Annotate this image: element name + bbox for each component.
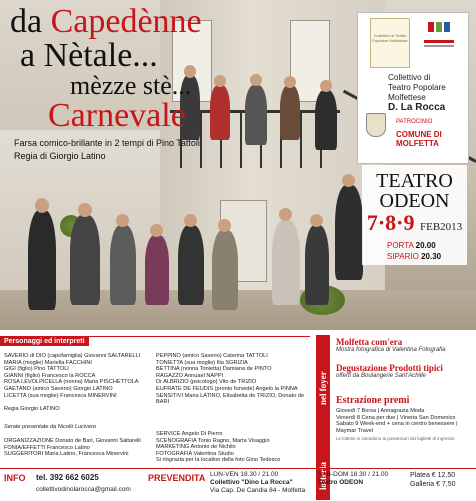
cast-header: Personaggi ed interpreti bbox=[0, 336, 310, 347]
mostra-section: Molfetta com'era Mostra fotografica di Valentina Fotografia bbox=[336, 337, 446, 353]
actor-figure bbox=[110, 225, 136, 305]
organizer-box bbox=[357, 12, 469, 164]
actor-figure bbox=[212, 230, 238, 310]
show-times: PORTA 20.00 SIPARIO 20.30 bbox=[387, 241, 442, 261]
sabdom-info: SAB-DOM 18.30 / 21.00 Teatro ODEON bbox=[318, 471, 389, 486]
actor-head bbox=[35, 198, 49, 213]
show-title bbox=[10, 5, 202, 133]
actor-head bbox=[320, 80, 332, 92]
title-line-3: mèzze stè... bbox=[70, 71, 192, 100]
actor-head bbox=[342, 174, 355, 187]
organizer-name: Collettivo di Teatro Popolare Molfettese D. La Rocca bbox=[388, 73, 446, 113]
actor-figure bbox=[315, 90, 337, 150]
comune-label: COMUNE DI MOLFETTA bbox=[396, 130, 442, 148]
logo-text: Collettivo di Teatro Popolare Molfettese bbox=[372, 33, 408, 43]
actor-figure bbox=[70, 215, 100, 305]
cast-list-left: SAVERIO di DIO (capofamiglia) Giovanni SALTARELLI MARIA (moglie) Mariella FACCHINI GIGI (figlio) Pino TATTOLI GIANNI (figlio) Francesco la ROCCA ROSA LEVOLPICELLA (nonna) Maria PISCHETTOLA GAETANO (amico Saverio) Giorgio LATINO LICETTA (sua moglie) Francesca MINERVINI bbox=[4, 353, 141, 399]
degustazione-section: Degustazione Prodotti tipici offerti da Boulangerie Sant'Achille bbox=[336, 363, 443, 379]
actor-head bbox=[279, 208, 292, 221]
cast-list-right: PEPPINO (amico Saverio) Caterina TATTOLI TONIETTA (sua moglie) Ilia SGRIZIA BETTINA (nonna Tonietta) Damiana de PINTO RAGAZZO Annuael NAPPI Dr ALBRIZIO (psicologo) Vito de TRIZIO EUFRATE DE FEUDIS (pronto furvede) Angelo la PINNA SENSITIVI Maria LATINO, Elisabetta de TRIZIO, Donato de BARI bbox=[156, 353, 305, 406]
regia-subtitle: Regia di Giorgio Latino bbox=[14, 151, 106, 161]
actor-figure bbox=[28, 210, 56, 310]
info-label: INFO bbox=[4, 473, 26, 483]
farsa-subtitle: Farsa comico-brillante in 2 tempi di Pino Tattoli bbox=[14, 138, 200, 148]
prevendita-info: LUN-VEN 18.30 / 21.00 Collettivo "Dino La Rocca" Via Cap. De Candia 84 - Molfetta bbox=[210, 471, 306, 494]
venue-box bbox=[362, 165, 467, 265]
prevendita-label: PREVENDITA bbox=[148, 473, 206, 483]
actor-figure bbox=[245, 85, 267, 145]
actor-head bbox=[78, 203, 92, 217]
actor-figure bbox=[210, 85, 230, 140]
actor-head bbox=[310, 214, 323, 227]
info-email[interactable]: collettivodinolarocca@gmail.com bbox=[36, 486, 131, 493]
cast-regia: Regia Giorgio LATINO bbox=[4, 406, 60, 412]
presenter-credit: Serate presentate da Nicolò Lucivero bbox=[4, 424, 97, 430]
venue-name: TEATRO ODEON bbox=[376, 170, 453, 212]
title-line-4: Carnevale bbox=[48, 97, 186, 134]
collettivo-logo bbox=[370, 18, 410, 68]
actor-figure bbox=[335, 185, 363, 280]
credits-left: ORGANIZZAZIONE Donato de Bari, Giovanni Saltarelli FONIA/EFFETTI Francesco Latino SUGGERITORI Maria Latino, Francesca Minervini bbox=[4, 438, 141, 458]
lotteria-bar: lotteria bbox=[316, 435, 330, 500]
actor-head bbox=[116, 214, 129, 227]
actor-head bbox=[218, 219, 231, 232]
actor-figure bbox=[178, 225, 204, 305]
actor-head bbox=[214, 75, 226, 87]
patrocinio-label: PATROCINIO bbox=[396, 119, 433, 125]
title-line-1: da Capedènne bbox=[10, 3, 202, 40]
ticket-prices: Platea € 12,50 Galleria € 7,50 bbox=[410, 472, 456, 488]
actor-figure bbox=[280, 85, 300, 140]
credits-right: SERVICE Angelo Di Pierro SCENOGRAFIA Tonio Ragno, Marta Visaggio MARKETING Antonio de Nichilo FOTOGRAFIA Valentina Studio Si ringrazia per la location della foto Gino Tedesco bbox=[156, 431, 281, 464]
actor-figure bbox=[272, 220, 300, 305]
actor-head bbox=[284, 76, 296, 88]
show-dates: 7·8·9 FEB2013 bbox=[366, 210, 463, 235]
title-line-2: a Nètale... bbox=[20, 37, 158, 74]
region-logo bbox=[418, 18, 458, 58]
info-tel: tel. 392 662 6025 bbox=[36, 473, 99, 482]
actor-head bbox=[250, 74, 262, 86]
molfetta-crest-icon bbox=[366, 113, 386, 137]
actor-figure bbox=[305, 225, 329, 305]
premi-section: Estrazione premi Giovedì 7 Borsa | Annagrazia Moda Venerdì 8 Cena per due | Vineria San Domenico Sabato 9 Week-end + cena in centro benessere | Maymar Travel Le lotterie si intendono ai possessori dei biglietti di ingresso bbox=[336, 395, 458, 442]
actor-figure bbox=[145, 235, 169, 305]
foyer-bar: nel foyer bbox=[316, 335, 330, 435]
actor-head bbox=[150, 224, 163, 237]
footer bbox=[0, 468, 476, 501]
actor-head bbox=[184, 214, 197, 227]
